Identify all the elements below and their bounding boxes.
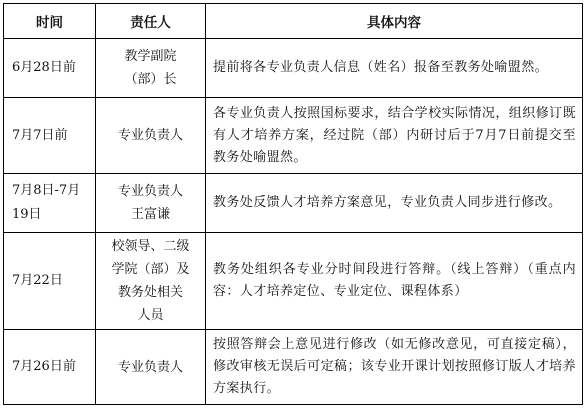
table-row (4, 39, 583, 98)
row-person: 专业负责人 (96, 98, 206, 174)
row-content: 教务处反馈人才培养方案意见，专业负责人同步进行修改。 (206, 174, 583, 233)
row-person: 专业负责人 (96, 330, 206, 405)
row-time: 6月28日前 (4, 39, 96, 98)
schedule-table (3, 3, 583, 405)
table-row (4, 174, 583, 233)
row-time: 7月22日 (4, 233, 96, 330)
row-content: 教务处组织各专业分时间段进行答辩。（线上答辩）（重点内容：人才培养定位、专业定位、课程体系） (206, 233, 583, 330)
table-header (4, 4, 583, 39)
header-person: 责任人 (96, 4, 206, 39)
row-content: 提前将各专业负责人信息（姓名）报备至教务处喻盟然。 (206, 39, 583, 98)
header-content: 具体内容 (206, 4, 583, 39)
table-body (4, 39, 583, 405)
row-person: 教学副院 （部）长 (96, 39, 206, 98)
table-row (4, 330, 583, 405)
row-person: 专业负责人 王富谦 (96, 174, 206, 233)
table-row (4, 98, 583, 174)
row-time: 7月26日前 (4, 330, 96, 405)
row-content: 各专业负责人按照国标要求，结合学校实际情况，组织修订既有人才培养方案，经过院（部）内研讨后于7月7日前提交至教务处喻盟然。 (206, 98, 583, 174)
header-row (4, 4, 583, 39)
table-row (4, 233, 583, 330)
row-time: 7月7日前 (4, 98, 96, 174)
header-time: 时间 (4, 4, 96, 39)
row-person: 校领导、二级 学院（部）及 教务处相关 人员 (96, 233, 206, 330)
row-content: 按照答辩会上意见进行修改（如无修改意见，可直接定稿），修改审核无误后可定稿；该专业开课计划按照修订版人才培养方案执行。 (206, 330, 583, 405)
row-time: 7月8日-7月19日 (4, 174, 96, 233)
